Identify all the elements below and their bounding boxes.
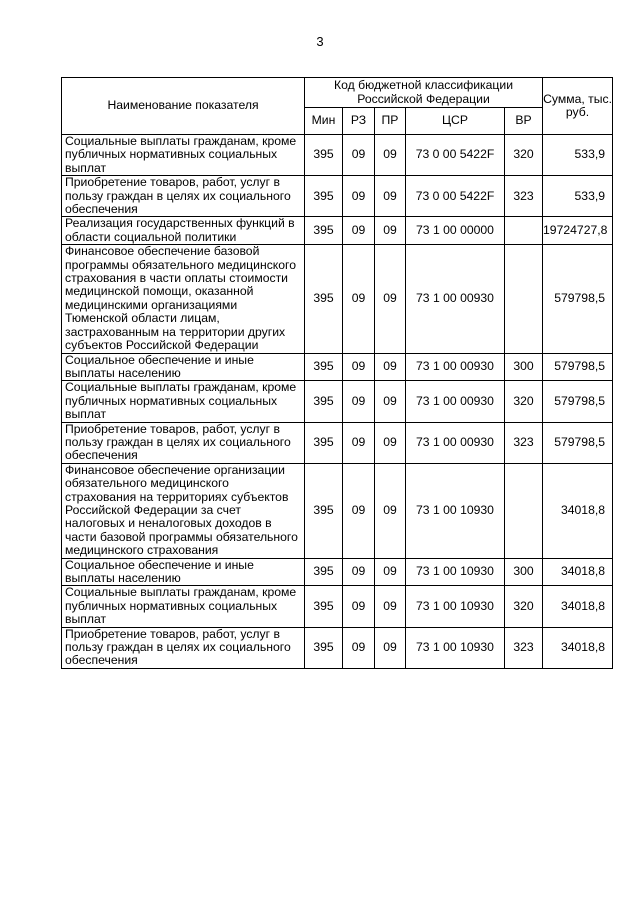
row-name: Приобретение товаров, работ, услуг в пользу граждан в целях их социального обеспечения — [62, 176, 305, 217]
row-pr: 09 — [375, 422, 406, 463]
row-min: 395 — [305, 353, 343, 381]
row-csr: 73 1 00 10930 — [406, 463, 505, 558]
table-body — [62, 135, 613, 669]
row-vr: 320 — [505, 381, 543, 422]
row-sum: 34018,8 — [543, 586, 613, 627]
row-rz: 09 — [343, 381, 375, 422]
row-name: Реализация государственных функций в области социальной политики — [62, 217, 305, 245]
row-csr: 73 1 00 00930 — [406, 353, 505, 381]
row-name: Социальные выплаты гражданам, кроме публичных нормативных социальных выплат — [62, 586, 305, 627]
row-sum: 579798,5 — [543, 422, 613, 463]
budget-table — [61, 77, 613, 669]
row-vr: 323 — [505, 422, 543, 463]
row-rz: 09 — [343, 586, 375, 627]
row-pr: 09 — [375, 558, 406, 586]
row-vr — [505, 245, 543, 353]
row-name: Социальные выплаты гражданам, кроме публичных нормативных социальных выплат — [62, 381, 305, 422]
table-row — [62, 558, 613, 586]
row-min: 395 — [305, 558, 343, 586]
row-min: 395 — [305, 463, 343, 558]
row-pr: 09 — [375, 245, 406, 353]
header-sum: Сумма, тыс. руб. — [543, 78, 613, 135]
row-name: Финансовое обеспечение базовой программы обязательного медицинского страхования в части оплаты стоимости медицинской помощи, оказанной медицинскими организациями Тюменской области лицам, застрахованным на территории других субъектов Российской Федерации — [62, 245, 305, 353]
row-csr: 73 1 00 10930 — [406, 586, 505, 627]
row-rz: 09 — [343, 422, 375, 463]
row-pr: 09 — [375, 176, 406, 217]
header-vr: ВР — [505, 108, 543, 135]
row-min: 395 — [305, 381, 343, 422]
row-min: 395 — [305, 627, 343, 668]
row-min: 395 — [305, 217, 343, 245]
page-number: 3 — [316, 34, 324, 49]
header-rz: РЗ — [343, 108, 375, 135]
row-rz: 09 — [343, 627, 375, 668]
row-sum: 579798,5 — [543, 353, 613, 381]
row-csr: 73 1 00 00930 — [406, 422, 505, 463]
header-code-group: Код бюджетной классификации Российской Федерации — [305, 78, 543, 108]
table-row — [62, 422, 613, 463]
row-vr: 323 — [505, 627, 543, 668]
row-vr — [505, 217, 543, 245]
row-sum: 533,9 — [543, 135, 613, 176]
row-min: 395 — [305, 245, 343, 353]
row-pr: 09 — [375, 381, 406, 422]
row-pr: 09 — [375, 627, 406, 668]
row-rz: 09 — [343, 217, 375, 245]
row-name: Приобретение товаров, работ, услуг в пользу граждан в целях их социального обеспечения — [62, 627, 305, 668]
table-row — [62, 245, 613, 353]
row-pr: 09 — [375, 353, 406, 381]
row-min: 395 — [305, 586, 343, 627]
row-csr: 73 1 00 10930 — [406, 558, 505, 586]
row-sum: 34018,8 — [543, 463, 613, 558]
table-row — [62, 217, 613, 245]
row-rz: 09 — [343, 353, 375, 381]
row-min: 395 — [305, 176, 343, 217]
header-name: Наименование показателя — [62, 78, 305, 135]
row-name: Социальное обеспечение и иные выплаты населению — [62, 558, 305, 586]
row-name: Социальные выплаты гражданам, кроме публичных нормативных социальных выплат — [62, 135, 305, 176]
row-pr: 09 — [375, 463, 406, 558]
table-row — [62, 176, 613, 217]
row-pr: 09 — [375, 217, 406, 245]
row-sum: 533,9 — [543, 176, 613, 217]
row-csr: 73 0 00 5422F — [406, 176, 505, 217]
row-sum: 19724727,8 — [543, 217, 613, 245]
header-min: Мин — [305, 108, 343, 135]
row-vr: 300 — [505, 353, 543, 381]
row-rz: 09 — [343, 135, 375, 176]
row-csr: 73 1 00 10930 — [406, 627, 505, 668]
header-csr: ЦСР — [406, 108, 505, 135]
row-sum: 579798,5 — [543, 381, 613, 422]
row-rz: 09 — [343, 463, 375, 558]
row-vr — [505, 463, 543, 558]
table-row — [62, 353, 613, 381]
row-name: Социальное обеспечение и иные выплаты населению — [62, 353, 305, 381]
table-header — [62, 78, 613, 135]
row-sum: 34018,8 — [543, 558, 613, 586]
row-rz: 09 — [343, 558, 375, 586]
row-pr: 09 — [375, 135, 406, 176]
row-name: Финансовое обеспечение организации обязательного медицинского страхования на территориях субъектов Российской Федерации за счет налоговых и неналоговых доходов в части базовой программы обязательного медицинского страхования — [62, 463, 305, 558]
row-csr: 73 1 00 00000 — [406, 217, 505, 245]
row-min: 395 — [305, 422, 343, 463]
table-row — [62, 135, 613, 176]
row-vr: 320 — [505, 135, 543, 176]
row-pr: 09 — [375, 586, 406, 627]
row-rz: 09 — [343, 176, 375, 217]
row-csr: 73 1 00 00930 — [406, 245, 505, 353]
row-name: Приобретение товаров, работ, услуг в пользу граждан в целях их социального обеспечения — [62, 422, 305, 463]
table-row — [62, 627, 613, 668]
row-min: 395 — [305, 135, 343, 176]
header-pr: ПР — [375, 108, 406, 135]
table-row — [62, 463, 613, 558]
row-sum: 579798,5 — [543, 245, 613, 353]
row-vr: 320 — [505, 586, 543, 627]
row-vr: 323 — [505, 176, 543, 217]
table-row — [62, 381, 613, 422]
table-row — [62, 586, 613, 627]
row-rz: 09 — [343, 245, 375, 353]
row-csr: 73 0 00 5422F — [406, 135, 505, 176]
row-csr: 73 1 00 00930 — [406, 381, 505, 422]
row-sum: 34018,8 — [543, 627, 613, 668]
row-vr: 300 — [505, 558, 543, 586]
